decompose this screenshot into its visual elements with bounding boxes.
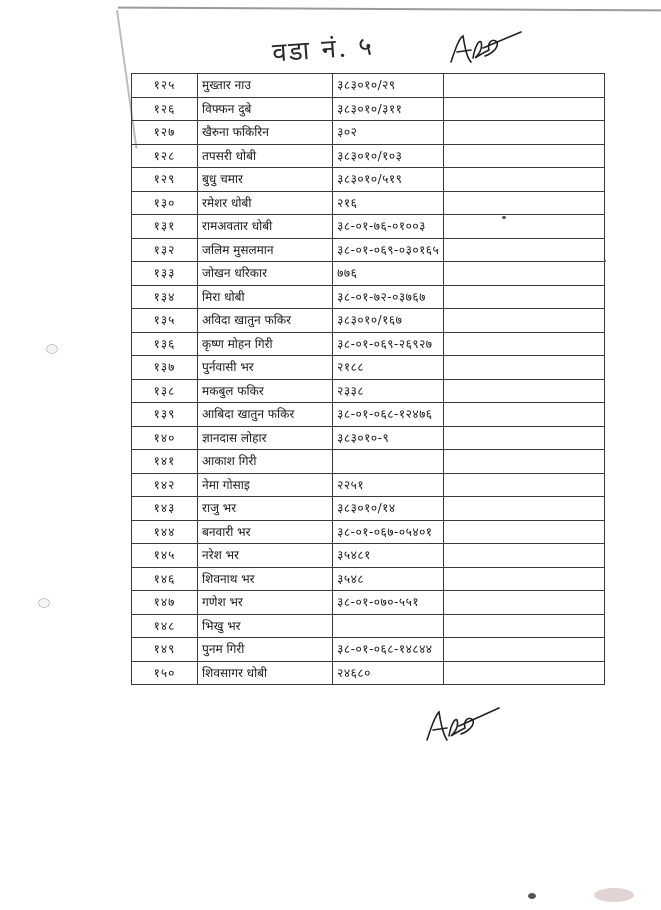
name-cell: तपसरी धोबी xyxy=(198,144,333,168)
ink-speck xyxy=(502,216,506,219)
serial-number-cell: १३३ xyxy=(132,262,198,286)
id-number-cell: ३८-०१-०६८-१४८४४ xyxy=(333,638,444,662)
remarks-cell xyxy=(444,309,605,333)
signature-bottom xyxy=(423,702,503,748)
id-number-cell: ३८३०१०/२९ xyxy=(333,74,444,98)
serial-number-cell: १३९ xyxy=(132,403,198,427)
table-row xyxy=(132,238,605,262)
table-row xyxy=(132,426,605,450)
id-number-cell: ३८३०१०-९ xyxy=(333,426,444,450)
id-number-cell: २१६ xyxy=(333,191,444,215)
id-number-cell: ३८-०१-७२-०३७६७ xyxy=(333,285,444,309)
name-cell: रामअवतार धोबी xyxy=(198,215,333,239)
signature-top xyxy=(445,28,525,70)
id-number-cell: ३८३०१०/१४ xyxy=(333,497,444,521)
table-row xyxy=(132,661,605,685)
name-cell: ज्ञानदास लोहार xyxy=(198,426,333,450)
serial-number-cell: १३१ xyxy=(132,215,198,239)
serial-number-cell: १५० xyxy=(132,661,198,685)
punch-hole-top xyxy=(46,344,58,354)
serial-number-cell: १३६ xyxy=(132,332,198,356)
serial-number-cell: १४५ xyxy=(132,544,198,568)
name-cell: मिरा धोबी xyxy=(198,285,333,309)
table-row xyxy=(132,567,605,591)
table-row xyxy=(132,309,605,333)
name-cell: पुर्नवासी भर xyxy=(198,356,333,380)
punch-hole-bottom xyxy=(38,598,50,608)
table-row xyxy=(132,591,605,615)
table-row xyxy=(132,285,605,309)
serial-number-cell: १३७ xyxy=(132,356,198,380)
name-cell: रमेशर धोबी xyxy=(198,191,333,215)
serial-number-cell: १२६ xyxy=(132,97,198,121)
serial-number-cell: १३८ xyxy=(132,379,198,403)
serial-number-cell: १४६ xyxy=(132,567,198,591)
serial-number-cell: १३० xyxy=(132,191,198,215)
remarks-cell xyxy=(444,544,605,568)
table-row xyxy=(132,450,605,474)
remarks-cell xyxy=(444,215,605,239)
name-cell: जोखन धरिकार xyxy=(198,262,333,286)
name-cell: अविदा खातुन फकिर xyxy=(198,309,333,333)
id-number-cell: ३८-०१-०६८-१२४७६ xyxy=(333,403,444,427)
name-cell: विफ्फन दुबे xyxy=(198,97,333,121)
remarks-cell xyxy=(444,262,605,286)
table-row xyxy=(132,614,605,638)
id-number-cell: २१८८ xyxy=(333,356,444,380)
remarks-cell xyxy=(444,191,605,215)
ward-note: वडा नं. ५ xyxy=(271,31,375,69)
name-cell: नरेश भर xyxy=(198,544,333,568)
remarks-cell xyxy=(444,473,605,497)
id-number-cell: ३५४८१ xyxy=(333,544,444,568)
id-number-cell: ३८३०१०/५१९ xyxy=(333,168,444,192)
id-number-cell xyxy=(333,614,444,638)
table-row xyxy=(132,544,605,568)
id-number-cell: ३८३०१०/३११ xyxy=(333,97,444,121)
id-number-cell: ३८३०१०/१०३ xyxy=(333,144,444,168)
name-cell: आबिदा खातुन फकिर xyxy=(198,403,333,427)
remarks-cell xyxy=(444,356,605,380)
table-row xyxy=(132,262,605,286)
id-number-cell: २२५१ xyxy=(333,473,444,497)
table-row xyxy=(132,191,605,215)
id-number-cell: ३८-०१-०६९-०३०१६५ xyxy=(333,238,444,262)
remarks-cell xyxy=(444,638,605,662)
name-cell: पुनम गिरी xyxy=(198,638,333,662)
table-row xyxy=(132,121,605,145)
table-row xyxy=(132,638,605,662)
remarks-cell xyxy=(444,591,605,615)
table-row xyxy=(132,332,605,356)
name-cell: जलिम मुसलमान xyxy=(198,238,333,262)
name-cell: खैरुना फकिरिन xyxy=(198,121,333,145)
remarks-cell xyxy=(444,520,605,544)
remarks-cell xyxy=(444,403,605,427)
table-row xyxy=(132,97,605,121)
table-row xyxy=(132,215,605,239)
id-number-cell: ३५४८ xyxy=(333,567,444,591)
serial-number-cell: १४८ xyxy=(132,614,198,638)
serial-number-cell: १२७ xyxy=(132,121,198,145)
name-cell: कृष्ण मोहन गिरी xyxy=(198,332,333,356)
remarks-cell xyxy=(444,567,605,591)
serial-number-cell: १३५ xyxy=(132,309,198,333)
id-number-cell: ७७६ xyxy=(333,262,444,286)
name-cell: नेमा गोसाइ xyxy=(198,473,333,497)
id-number-cell: ३८३०१०/१६७ xyxy=(333,309,444,333)
table-row xyxy=(132,403,605,427)
serial-number-cell: १२५ xyxy=(132,74,198,98)
remarks-cell xyxy=(444,238,605,262)
table-row xyxy=(132,356,605,380)
serial-number-cell: १४२ xyxy=(132,473,198,497)
serial-number-cell: १४३ xyxy=(132,497,198,521)
name-cell: शिवसागर धोबी xyxy=(198,661,333,685)
table-row xyxy=(132,497,605,521)
name-cell: मुख्तार नाउ xyxy=(198,74,333,98)
remarks-cell xyxy=(444,285,605,309)
name-cell: गणेश भर xyxy=(198,591,333,615)
remarks-cell xyxy=(444,426,605,450)
register-table xyxy=(131,73,605,685)
remarks-cell xyxy=(444,121,605,145)
serial-number-cell: १४७ xyxy=(132,591,198,615)
id-number-cell: २३३८ xyxy=(333,379,444,403)
serial-number-cell: १३२ xyxy=(132,238,198,262)
table-row xyxy=(132,74,605,98)
remarks-cell xyxy=(444,144,605,168)
remarks-cell xyxy=(444,332,605,356)
remarks-cell xyxy=(444,497,605,521)
remarks-cell xyxy=(444,74,605,98)
name-cell: बनवारी भर xyxy=(198,520,333,544)
id-number-cell: २४६८० xyxy=(333,661,444,685)
page-edge xyxy=(118,7,661,12)
serial-number-cell: १४४ xyxy=(132,520,198,544)
name-cell: मकबुल फकिर xyxy=(198,379,333,403)
name-cell: राजु भर xyxy=(198,497,333,521)
remarks-cell xyxy=(444,450,605,474)
name-cell: शिवनाथ भर xyxy=(198,567,333,591)
name-cell: भिखु भर xyxy=(198,614,333,638)
table-row xyxy=(132,520,605,544)
name-cell: आकाश गिरी xyxy=(198,450,333,474)
table-row xyxy=(132,144,605,168)
id-number-cell: ३८-०१-७६-०१००३ xyxy=(333,215,444,239)
table-row xyxy=(132,473,605,497)
serial-number-cell: १४० xyxy=(132,426,198,450)
id-number-cell: ३८-०१-०६९-२६९२७ xyxy=(333,332,444,356)
table-row xyxy=(132,379,605,403)
remarks-cell xyxy=(444,614,605,638)
serial-number-cell: १३४ xyxy=(132,285,198,309)
serial-number-cell: १४१ xyxy=(132,450,198,474)
id-number-cell: ३८-०१-०६७-०५४०१ xyxy=(333,520,444,544)
ink-smudge xyxy=(594,888,634,902)
remarks-cell xyxy=(444,379,605,403)
remarks-cell xyxy=(444,661,605,685)
serial-number-cell: १४९ xyxy=(132,638,198,662)
remarks-cell xyxy=(444,168,605,192)
id-number-cell xyxy=(333,450,444,474)
serial-number-cell: १२८ xyxy=(132,144,198,168)
ink-speck xyxy=(604,260,606,262)
table-row xyxy=(132,168,605,192)
id-number-cell: ३८-०१-०७०-५५१ xyxy=(333,591,444,615)
serial-number-cell: १२९ xyxy=(132,168,198,192)
name-cell: बुधु चमार xyxy=(198,168,333,192)
ink-speck xyxy=(528,893,536,899)
id-number-cell: ३०२ xyxy=(333,121,444,145)
remarks-cell xyxy=(444,97,605,121)
